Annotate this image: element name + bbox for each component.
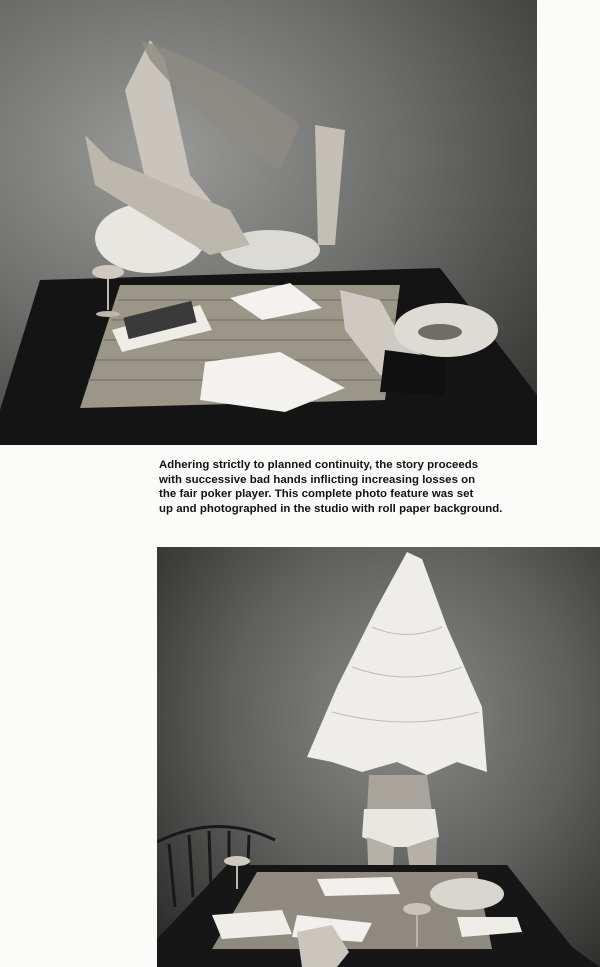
photo-petticoat-poker-table bbox=[157, 547, 600, 967]
photo-caption bbox=[159, 458, 544, 516]
photo-bottom-illustration bbox=[157, 547, 600, 967]
photo-top-illustration bbox=[0, 0, 537, 445]
caption-line-3: the fair poker player. This complete photo feature was set bbox=[159, 488, 474, 501]
photo-legs-poker-table bbox=[0, 0, 537, 445]
caption-line-2: with successive bad hands inflicting increasing losses on bbox=[159, 473, 476, 486]
caption-line-4: up and photographed in the studio with roll paper background. bbox=[159, 502, 503, 515]
caption-line-1: Adhering strictly to planned continuity, the story proceeds bbox=[159, 459, 479, 471]
